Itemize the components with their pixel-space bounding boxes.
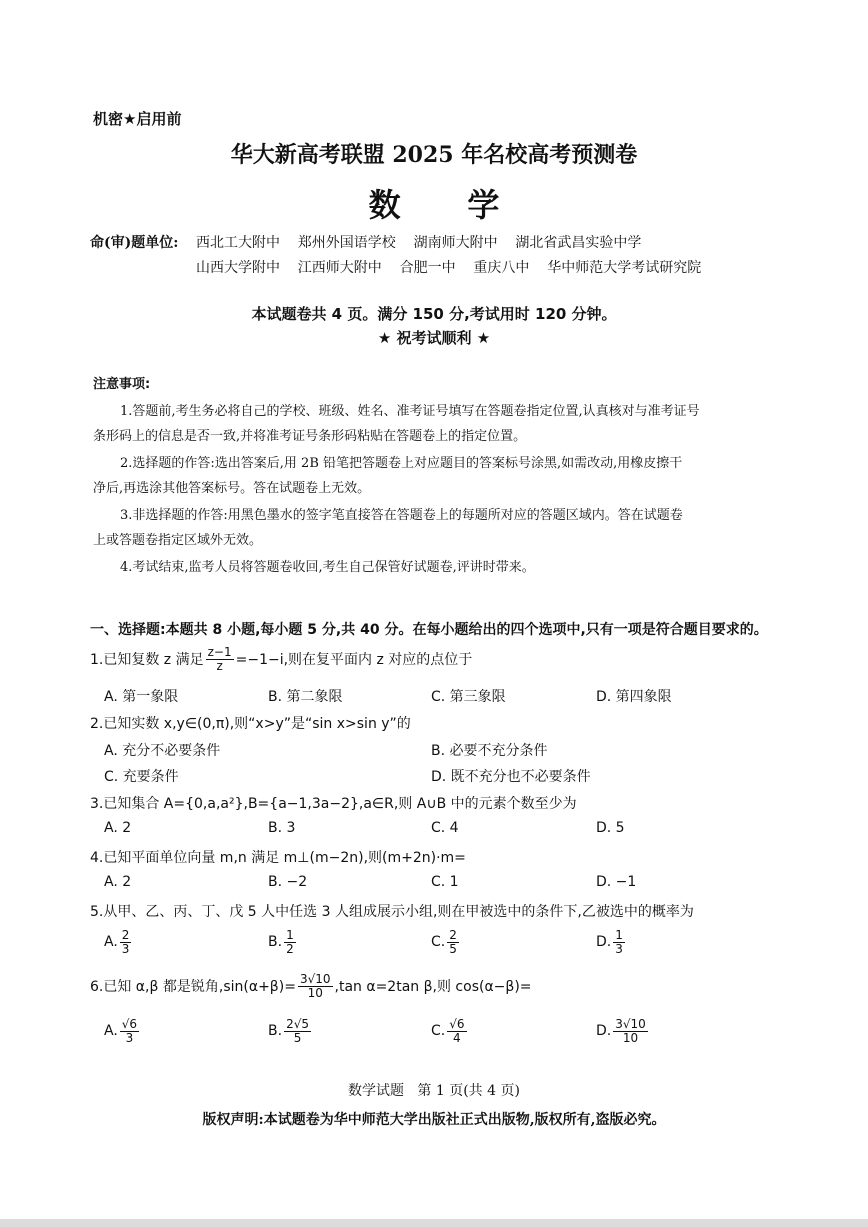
question-5-stem: 5.从甲、乙、丙、丁、戊 5 人中任选 3 人组成展示小组,则在甲被选中的条件下,乙被选中的概率为 <box>90 904 694 920</box>
question-3-stem: 3.已知集合 A={0,a,a²},B={a−1,3a−2},a∈R,则 A∪B 中的元素个数至少为 <box>90 796 577 812</box>
q5-option-c-fraction <box>447 929 459 955</box>
q4-option-c: C. 1 <box>431 874 459 890</box>
question-6-stem <box>90 973 532 999</box>
q5-option-b-fraction <box>284 929 296 955</box>
q3-option-d: D. 5 <box>596 820 625 836</box>
notice-4: 4.考试结束,监考人员将答题卷收回,考生自己保管好试题卷,评讲时带来。 <box>120 560 535 575</box>
notice-3-line-1: 3.非选择题的作答:用黑色墨水的签字笔直接答在答题卷上的每题所对应的答题区域内。答在试题卷 <box>120 508 683 523</box>
q2-option-d: D. 既不充分也不必要条件 <box>431 769 591 785</box>
notice-2-line-2: 净后,再选涂其他答案标号。答在试题卷上无效。 <box>93 481 371 496</box>
q5-option-d <box>596 929 627 955</box>
q5-c-den: 5 <box>449 941 457 956</box>
q3-option-c: C. 4 <box>431 820 459 836</box>
q5-option-b <box>268 929 298 955</box>
q6-stem-post: ,tan α=2tan β,则 cos(α−β)= <box>334 979 532 996</box>
q5-b-den: 2 <box>286 941 294 956</box>
q6-option-b <box>268 1018 313 1044</box>
q6-fraction <box>298 973 333 999</box>
units-line-1: 西北工大附中 郑州外国语学校 湖南师大附中 湖北省武昌实验中学 <box>196 235 642 251</box>
q6-option-d <box>596 1018 650 1044</box>
q5-c-num: 2 <box>449 928 457 942</box>
notice-3-line-2: 上或答题卷指定区域外无效。 <box>93 533 263 548</box>
q5-option-c-label: C. <box>431 934 446 951</box>
q3-option-a: A. 2 <box>104 820 132 836</box>
q4-option-d: D. −1 <box>596 874 637 890</box>
q6-d-den: 10 <box>622 1030 639 1045</box>
q6-option-c-fraction <box>447 1018 466 1044</box>
confidential-label: 机密★启用前 <box>93 110 182 128</box>
q4-option-a: A. 2 <box>104 874 132 890</box>
q1-fraction <box>206 646 234 672</box>
q1-fraction-denominator: z <box>216 658 223 673</box>
question-2-stem: 2.已知实数 x,y∈(0,π),则“x>y”是“sin x>sin y”的 <box>90 716 411 732</box>
q6-option-a <box>104 1018 141 1044</box>
q1-fraction-numerator: z−1 <box>207 645 232 659</box>
q5-option-a-label: A. <box>104 934 118 951</box>
q2-option-a: A. 充分不必要条件 <box>104 743 221 759</box>
q6-option-a-label: A. <box>104 1023 118 1040</box>
question-4-stem: 4.已知平面单位向量 m,n 满足 m⊥(m−2n),则(m+2n)·m= <box>90 850 466 866</box>
q1-stem-post: =−1−i,则在复平面内 z 对应的点位于 <box>235 652 473 669</box>
q6-c-den: 4 <box>453 1030 461 1045</box>
q6-c-num: √6 <box>449 1017 465 1031</box>
q5-option-a-fraction <box>120 929 132 955</box>
q6-option-a-fraction <box>120 1018 139 1044</box>
q6-fraction-numerator: 3√10 <box>299 972 331 986</box>
q5-option-c <box>431 929 461 955</box>
q2-option-b: B. 必要不充分条件 <box>431 743 548 759</box>
q5-option-d-fraction <box>613 929 625 955</box>
notice-2-line-1: 2.选择题的作答:选出答案后,用 2B 铅笔把答题卷上对应题目的答案标号涂黑,如需改动,用橡皮擦干 <box>120 456 683 471</box>
q1-stem-pre: 1.已知复数 z 满足 <box>90 652 204 669</box>
q6-option-c-label: C. <box>431 1023 446 1040</box>
q5-d-num: 1 <box>615 928 623 942</box>
exam-info: 本试题卷共 4 页。满分 150 分,考试用时 120 分钟。 <box>251 305 617 323</box>
exam-title: 华大新高考联盟 2025 年名校高考预测卷 <box>230 142 638 168</box>
units-line-2: 山西大学附中 江西师大附中 合肥一中 重庆八中 华中师范大学考试研究院 <box>196 260 702 276</box>
q5-b-num: 1 <box>286 928 294 942</box>
q1-option-c: C. 第三象限 <box>431 689 506 705</box>
q5-d-den: 3 <box>615 941 623 956</box>
q1-option-d: D. 第四象限 <box>596 689 672 705</box>
q2-option-c: C. 充要条件 <box>104 769 179 785</box>
q1-option-b: B. 第二象限 <box>268 689 343 705</box>
good-luck-banner: ★ 祝考试顺利 ★ <box>377 329 491 347</box>
q6-a-num: √6 <box>121 1017 138 1031</box>
q5-option-b-label: B. <box>268 934 283 951</box>
q6-a-den: 3 <box>125 1030 134 1045</box>
q5-option-a <box>104 929 133 955</box>
units-label: 命(审)题单位: <box>90 235 179 251</box>
q4-option-b: B. −2 <box>268 874 308 890</box>
copyright-notice: 版权声明:本试题卷为华中师范大学出版社正式出版物,版权所有,盗版必究。 <box>202 1112 666 1128</box>
q6-fraction-denominator: 10 <box>307 985 323 1000</box>
q3-option-b: B. 3 <box>268 820 296 836</box>
subject-title: 数 学 <box>368 186 500 224</box>
q5-a-den: 3 <box>121 941 130 956</box>
q6-stem-pre: 6.已知 α,β 都是锐角,sin(α+β)= <box>90 979 296 996</box>
q6-option-d-fraction <box>613 1018 648 1044</box>
q6-b-num: 2√5 <box>286 1017 309 1031</box>
notice-1-line-2: 条形码上的信息是否一致,并将准考证号条形码粘贴在答题卷上的指定位置。 <box>93 429 527 444</box>
question-1-stem <box>90 646 472 672</box>
notices-heading: 注意事项: <box>93 377 151 392</box>
page-number: 数学试题 第 1 页(共 4 页) <box>348 1083 520 1099</box>
q6-option-c <box>431 1018 469 1044</box>
q6-d-num: 3√10 <box>615 1017 646 1031</box>
q6-option-b-fraction <box>284 1018 311 1044</box>
page-bottom-edge <box>0 1219 868 1227</box>
section-1-heading: 一、选择题:本题共 8 小题,每小题 5 分,共 40 分。在每小题给出的四个选项中,只有一项是符合题目要求的。 <box>90 622 768 638</box>
q5-option-d-label: D. <box>596 934 612 951</box>
q6-option-b-label: B. <box>268 1023 283 1040</box>
q1-option-a: A. 第一象限 <box>104 689 179 705</box>
q6-b-den: 5 <box>293 1030 302 1045</box>
notice-1-line-1: 1.答题前,考生务必将自己的学校、班级、姓名、准考证号填写在答题卷指定位置,认真核对与准考证号 <box>120 404 700 419</box>
q6-option-d-label: D. <box>596 1023 612 1040</box>
q5-a-num: 2 <box>121 928 130 942</box>
